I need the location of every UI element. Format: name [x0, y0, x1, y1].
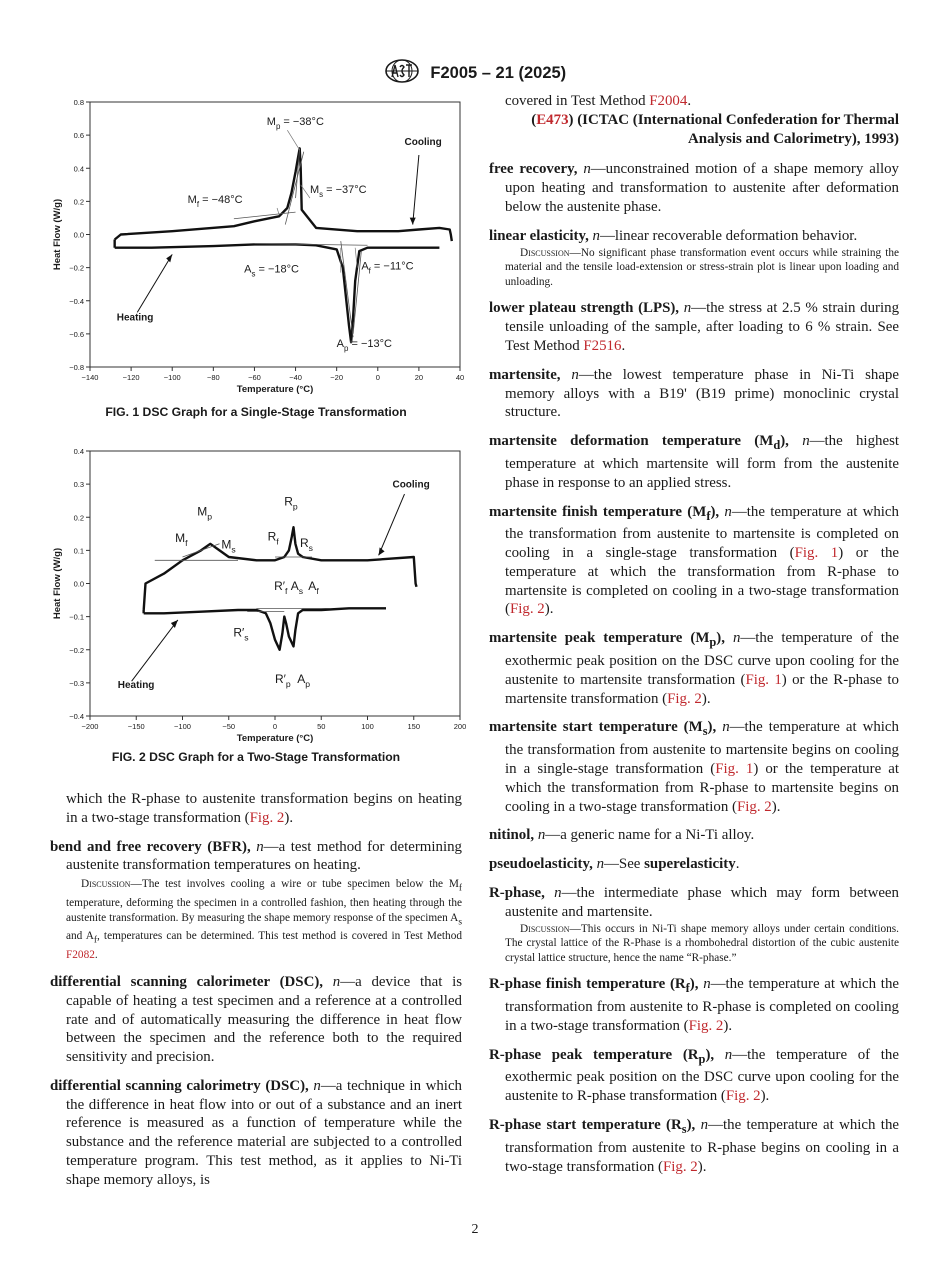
discussion-label: Discussion	[520, 922, 570, 935]
term-name-end: ),	[705, 1046, 715, 1063]
term-definition: ) or the temperature at which the transformation from R-phase to martensite is completed on cooling in a two-stage transformation (	[505, 545, 900, 618]
label-rp-prime: $R'_p$	[275, 671, 291, 689]
continued-paragraph	[50, 790, 462, 828]
y-tick-label: 0.2	[73, 197, 84, 207]
label-af: $A_f = -11^\circ C$	[361, 260, 414, 276]
part-of-speech: n	[722, 719, 730, 736]
right-column	[489, 92, 899, 1186]
f2082-link[interactable]: F2082	[66, 949, 95, 962]
label-rs-prime: $R'_s$	[233, 625, 249, 643]
term-name-end: ),	[689, 976, 699, 993]
reference-text: ) (ICTAC (International Confederation for Thermal Analysis and Calorimetry), 1993)	[568, 111, 899, 147]
paragraph-end: ).	[284, 809, 294, 826]
term-name: martensite,	[489, 366, 561, 383]
term-definition: —the temperature at which the transformation from austenite to martensite is completed on cooling in a single-stage transformation (	[505, 503, 899, 562]
label-cooling: Cooling	[404, 137, 442, 149]
label-rf-prime: $R'_f$	[274, 579, 288, 597]
bracket: (	[531, 111, 537, 128]
discussion-r-phase	[489, 922, 899, 966]
term-definition: ) or the temperature at which the transformation from R-phase to martensite begins on cooling in a two-stage transformation (	[505, 760, 899, 815]
term-name: nitinol,	[489, 827, 535, 844]
term-end: ).	[701, 690, 711, 707]
term-name: free recovery,	[489, 161, 578, 178]
x-tick-label: −200	[81, 722, 99, 731]
term-rf	[489, 975, 899, 1035]
y-axis-label: Heat Flow (W/g)	[52, 198, 63, 271]
label-heating: Heating	[117, 679, 155, 691]
part-of-speech: n	[537, 827, 546, 844]
left-column	[50, 92, 467, 1200]
y-tick-label: −0.2	[69, 645, 84, 655]
part-of-speech: n	[596, 856, 605, 873]
discussion-text: —No significant phase transformation event occurs while straining the material and the tensile load-extension or stress-strain plot is linear upon loading and unloading.	[505, 246, 899, 288]
term-definition: —the temperature at which the transformation from austenite to martensite begins on cooling in a single-stage transformation (	[505, 719, 899, 777]
label-rf: $R_f$	[267, 529, 279, 547]
term-name: differential scanning calorimeter (DSC),	[50, 973, 324, 990]
term-r-phase	[489, 884, 899, 922]
term-name-end: ),	[686, 1117, 696, 1134]
term-definition: —the temperature at which the transformation from austenite to R-phase begins on cooling in a two-stage transformation (	[505, 1117, 899, 1175]
x-tick-label: −150	[127, 722, 145, 731]
label-ms: $M_s = -37^\circ C$	[309, 184, 367, 200]
label-cooling: Cooling	[392, 479, 430, 491]
term-mf	[489, 503, 899, 620]
term-end: ).	[771, 798, 781, 815]
x-tick-label: 20	[414, 373, 424, 382]
subscript: f	[685, 981, 690, 996]
x-tick-label: 150	[407, 722, 421, 731]
y-tick-label: −0.1	[69, 612, 84, 622]
term-name: bend and free recovery (BFR),	[50, 838, 251, 855]
term-definition: —See	[604, 856, 645, 873]
discussion-end: .	[94, 949, 98, 962]
subscript: d	[773, 438, 781, 453]
part-of-speech: n	[256, 838, 264, 855]
term-name: lower plateau strength (LPS),	[489, 300, 680, 317]
term-name: R-phase peak temperature (R	[489, 1046, 699, 1063]
label-mf: $M_f = -48^\circ C$	[187, 194, 243, 210]
y-tick-label: 0.4	[73, 164, 84, 174]
y-axis-label: Heat Flow (W/g)	[52, 547, 63, 620]
term-name-end: ),	[710, 503, 720, 520]
x-tick-label: −100	[174, 722, 191, 731]
part-of-speech: n	[583, 161, 591, 178]
part-of-speech: n	[571, 366, 579, 383]
term-name: martensite deformation temperature (M	[489, 433, 774, 450]
label-af: $A_f$	[308, 579, 319, 597]
subscript: p	[709, 635, 717, 650]
part-of-speech: n	[724, 503, 732, 520]
discussion-text: and A	[66, 930, 94, 943]
term-end: .	[735, 856, 740, 873]
discussion-text: temperature, deforming the specimen in a controlled fashion, then heating through the austenite transformation. By measuring the shape memory response of the specimen A	[66, 897, 462, 924]
x-tick-label: −20	[330, 373, 344, 382]
term-ms	[489, 718, 899, 816]
label-mp: $M_p = -38^\circ C$	[266, 116, 324, 132]
series-line-heating	[144, 608, 386, 650]
label-mp: $M_p$	[197, 504, 213, 522]
x-tick-label: 0	[375, 373, 380, 382]
term-pseudoelasticity	[489, 855, 899, 874]
x-tick-label: 40	[455, 373, 465, 382]
term-name: martensite finish temperature (M	[489, 503, 707, 520]
e473-reference	[489, 111, 899, 149]
term-martensite	[489, 366, 899, 422]
discussion-label: Discussion	[81, 878, 131, 891]
x-tick-label: 0	[272, 722, 278, 731]
x-axis-label: Temperature (°C)	[236, 733, 314, 744]
subscript: p	[698, 1051, 706, 1066]
discussion-bfr	[50, 877, 462, 963]
term-definition: —unconstrained motion of a shape memory alloy upon heating and transformation to austenite after deformation below the austenite phase.	[505, 161, 899, 215]
term-definition: —the lowest temperature phase in Ni-Ti shape memory alloys with a B19' (B19 prime) monoclinic crystal structure.	[505, 366, 899, 421]
term-name: martensite peak temperature (M	[489, 630, 710, 647]
discussion-linear-elasticity	[489, 246, 899, 290]
y-tick-label: 0.8	[73, 98, 84, 107]
arrow-heating	[132, 620, 178, 681]
y-tick-label: −0.2	[69, 263, 84, 273]
figure-2-caption: FIG. 2 DSC Graph for a Two-Stage Transformation	[111, 750, 401, 764]
arrow-cooling	[379, 494, 405, 555]
subscript: s	[702, 724, 708, 739]
figure-1	[50, 92, 465, 419]
series-line-cooling	[115, 148, 452, 241]
term-rs	[489, 1116, 899, 1176]
term-end: ).	[544, 601, 554, 618]
arrow-head-heating	[166, 254, 172, 262]
fig2-link[interactable]: Fig. 2	[249, 809, 285, 826]
term-definition: —the intermediate phase which may form between austenite and martensite.	[505, 884, 899, 920]
term-definition: —a test method for determining austenite transformation temperatures on heating.	[66, 838, 462, 874]
part-of-speech: n	[554, 884, 562, 901]
term-dsc-calorimeter	[50, 973, 462, 1067]
term-definition: —the temperature of the exothermic peak position on the DSC curve upon cooling for the austenite to R-phase transformation (	[505, 1046, 899, 1105]
see-term: superelasticity	[644, 856, 736, 873]
y-tick-label: 0.0	[73, 579, 84, 589]
subscript: f	[93, 935, 98, 946]
fig2-link[interactable]: Fig. 2	[725, 1088, 761, 1105]
discussion-text: , temperatures can be determined. This test method is covered in Test Method	[97, 930, 462, 943]
label-rp: $R_p$	[284, 494, 298, 512]
part-of-speech: n	[313, 1077, 321, 1094]
arrow-heating	[137, 254, 172, 312]
paragraph-end: .	[687, 93, 692, 109]
standard-code: F2005 – 21 (2025)	[430, 64, 567, 82]
term-definition: —the temperature at which the transformation from austenite to R-phase is completed on cooling in a two-stage transformation (	[505, 976, 899, 1034]
y-tick-label: 0.3	[73, 480, 84, 490]
x-tick-label: 100	[361, 722, 374, 731]
e473-link[interactable]: E473	[536, 111, 569, 128]
fig1-link[interactable]: Fig. 1	[715, 760, 754, 777]
series-line-heating	[115, 244, 440, 342]
label-rs: $R_s$	[299, 536, 313, 554]
y-tick-label: 0.1	[73, 546, 84, 556]
discussion-text: —The test involves cooling a wire or tube specimen below the M	[130, 878, 459, 891]
tangent-line	[341, 241, 353, 337]
term-mp	[489, 629, 899, 708]
label-ap: $A_p$	[297, 671, 311, 689]
part-of-speech: n	[700, 1117, 709, 1134]
part-of-speech: n	[703, 976, 711, 993]
part-of-speech: n	[683, 300, 692, 317]
term-definition: ) or the R-phase to martensite transformation (	[505, 671, 900, 707]
term-definition: —the stress at 2.5 % strain during tensile unloading of the sample, after loading to 6 % strain. See Test Method	[505, 300, 900, 354]
x-tick-label: −120	[122, 373, 140, 382]
paragraph-text: which the R-phase to austenite transformation begins on heating in a two-stage transformation (	[66, 791, 462, 826]
fig1-link[interactable]: Fig. 1	[794, 545, 839, 562]
term-name: martensite start temperature (M	[489, 719, 703, 736]
term-end: ).	[723, 1017, 733, 1034]
fig2-link[interactable]: Fig. 2	[688, 1017, 724, 1034]
subscript: s	[458, 916, 462, 927]
f2004-link[interactable]: F2004	[649, 93, 688, 109]
term-nitinol	[489, 826, 899, 845]
label-heating: Heating	[116, 312, 154, 324]
page-header	[0, 58, 950, 89]
paragraph-text: covered in Test Method	[505, 93, 650, 109]
x-tick-label: −50	[222, 722, 236, 731]
x-tick-label: 200	[453, 722, 467, 731]
x-tick-label: −40	[289, 373, 302, 382]
x-tick-label: −140	[81, 373, 99, 382]
term-end: .	[621, 337, 626, 354]
subscript: f	[458, 883, 462, 894]
figure-2	[50, 439, 467, 764]
term-name: differential scanning calorimetry (DSC),	[50, 1077, 309, 1094]
term-name-end: ),	[780, 433, 789, 450]
term-name: linear elasticity,	[489, 227, 589, 244]
subscript: f	[706, 508, 711, 523]
y-tick-label: −0.6	[69, 329, 84, 339]
term-definition: —a generic name for a Ni-Ti alloy.	[545, 827, 755, 844]
figure-1-chart	[50, 92, 465, 395]
fig1-link[interactable]: Fig. 1	[745, 671, 782, 688]
term-definition: —the highest temperature at which martensite will form from the austenite phase in response to an applied stress.	[505, 433, 900, 491]
x-axis-label: Temperature (°C)	[236, 384, 314, 395]
arrow-cooling	[413, 155, 419, 225]
discussion-label: Discussion	[520, 246, 570, 259]
y-tick-label: 0.6	[73, 131, 84, 141]
part-of-speech: n	[732, 630, 741, 647]
x-tick-label: 50	[317, 722, 326, 731]
term-linear-elasticity	[489, 227, 899, 246]
label-as: $A_s = -18^\circ C$	[244, 263, 300, 279]
term-name: R-phase finish temperature (R	[489, 976, 686, 993]
label-ms: $M_s$	[221, 537, 236, 555]
term-definition: —the temperature of the exothermic peak position on the DSC curve upon cooling for the austenite to martensite transformation (	[505, 630, 900, 688]
arrow-head-cooling	[410, 218, 416, 225]
tangent-line	[183, 544, 220, 557]
term-name: R-phase,	[489, 884, 545, 901]
f2516-link[interactable]: F2516	[583, 337, 622, 354]
term-name-end: ),	[707, 719, 717, 736]
y-tick-label: −0.4	[69, 712, 84, 721]
arrow-head-heating	[171, 620, 178, 628]
leader-line	[287, 130, 299, 150]
term-definition: —a device that is capable of heating a test specimen and a reference at a controlled rate and of automatically measuring the difference in heat flow between the specimen and the reference both to the required sensitivity and precision.	[66, 973, 462, 1066]
term-name: pseudoelasticity,	[489, 856, 593, 873]
x-tick-label: −80	[206, 373, 220, 382]
discussion-text: —This occurs in Ni-Ti shape memory alloys under certain conditions. The crystal lattice of the R-Phase is a rhombohedral distortion of the cubic austenite crystal lattice structure, hence the name “R-phase.”	[505, 922, 899, 964]
term-dsc-calorimetry	[50, 1077, 462, 1190]
tangent-line	[234, 212, 296, 219]
term-name-end: ),	[716, 630, 725, 647]
part-of-speech: n	[332, 973, 341, 990]
term-md	[489, 432, 899, 492]
astm-logo-icon	[384, 58, 420, 89]
part-of-speech: n	[724, 1046, 733, 1063]
term-end: ).	[697, 1158, 707, 1175]
part-of-speech: n	[592, 227, 600, 244]
term-name: R-phase start temperature (R	[489, 1117, 682, 1134]
leader-line	[355, 248, 357, 268]
y-tick-label: 0.0	[73, 230, 84, 240]
term-definition: —linear recoverable deformation behavior.	[600, 227, 858, 244]
term-lps	[489, 299, 899, 355]
figure-2-chart	[50, 439, 467, 744]
y-tick-label: −0.3	[69, 678, 84, 688]
label-as: $A_s$	[290, 579, 304, 597]
fig2-link[interactable]: Fig. 2	[509, 601, 545, 618]
fig2-link[interactable]: Fig. 2	[736, 798, 772, 815]
y-tick-label: 0.2	[73, 513, 84, 523]
continued-paragraph-right	[489, 92, 899, 111]
page-number: 2	[471, 1222, 479, 1237]
fig2-link[interactable]: Fig. 2	[667, 690, 702, 707]
term-rp	[489, 1046, 899, 1106]
x-tick-label: −60	[248, 373, 261, 382]
y-tick-label: 0.4	[73, 447, 84, 456]
x-tick-label: −100	[163, 373, 181, 382]
label-ap: $A_p = -13^\circ C$	[336, 338, 392, 354]
y-tick-label: −0.8	[69, 363, 84, 372]
figure-1-caption: FIG. 1 DSC Graph for a Single-Stage Transformation	[105, 405, 407, 419]
fig2-link[interactable]: Fig. 2	[662, 1158, 698, 1175]
label-mf: $M_f$	[175, 531, 188, 549]
term-free-recovery	[489, 160, 899, 216]
term-end: ).	[760, 1088, 770, 1105]
term-definition: —a technique in which the difference in heat flow into or out of a substance and an inert reference is measured as a function of temperature while the substance and the reference material are subjected to a controlled temperature program. This test method, as it applies to Ni-Ti shape memory alloys, is	[66, 1077, 462, 1188]
y-tick-label: −0.4	[69, 296, 84, 306]
subscript: s	[681, 1122, 687, 1137]
term-bfr	[50, 838, 462, 876]
part-of-speech: n	[802, 433, 810, 450]
